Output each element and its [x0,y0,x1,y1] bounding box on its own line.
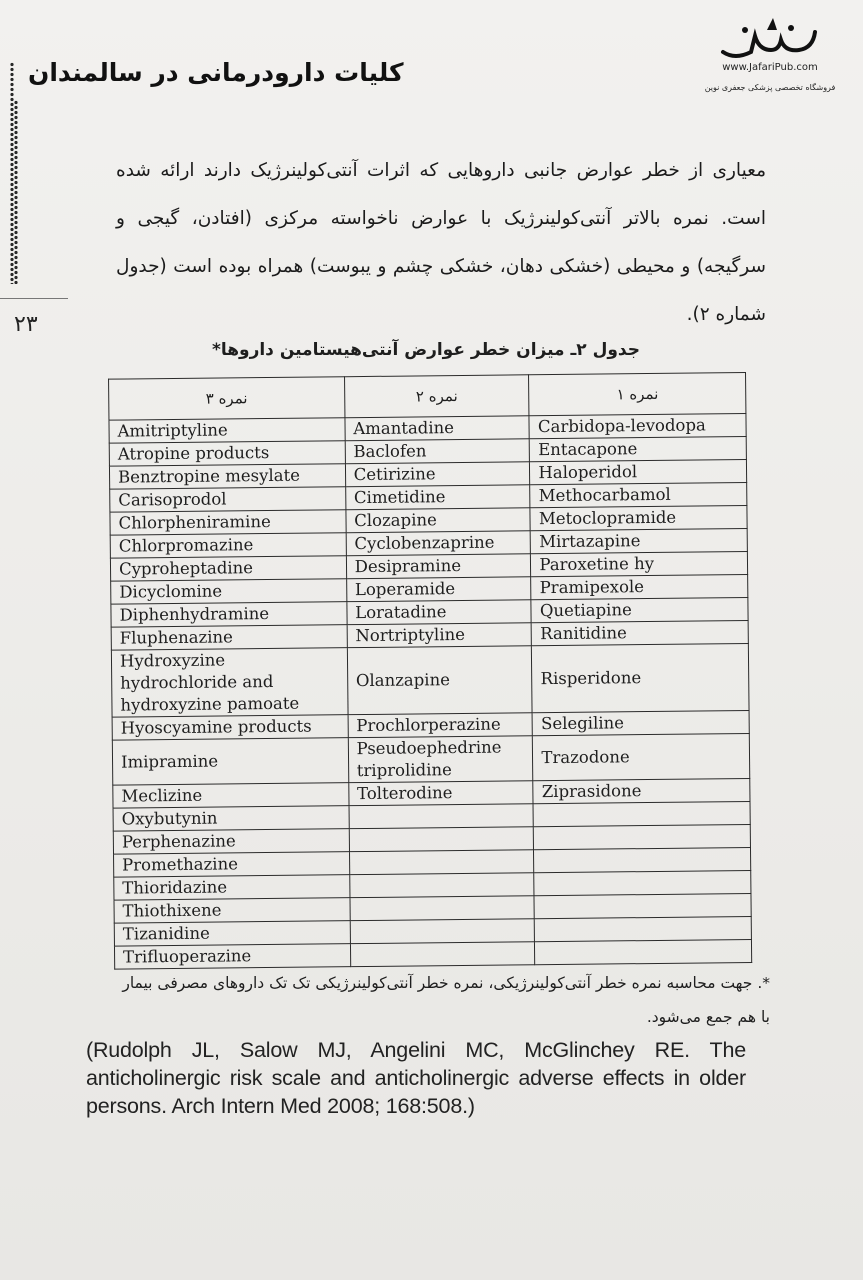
score-1-cell: Methocarbamol [530,482,747,507]
score-1-cell: Pramipexole [531,574,748,599]
table-body [109,414,752,970]
score-3-cell: Benztropine mesylate [109,464,345,489]
body-paragraph: معیاری از خطر عوارض جانبی داروهایی که اثرات آنتی‌کولینرژیک دارند ارائه شده است. نمره بالاتر آنتی‌کولینرژیک با عوارض ناخواسته مرکزی (افتادن، گیجی و سرگیجه) و محیطی (خشکی دهان، خشکی چشم و یبوست) همراه بوده است (جدول شماره ۲). [116,159,766,325]
score-1-cell: Carbidopa-levodopa [529,414,746,439]
score-3-cell: Tizanidine [114,921,350,946]
score-3-cell: Meclizine [113,783,349,808]
table-caption: جدول ۲ـ میزان خطر عوارض آنتی‌هیستامین داروها* [211,340,640,360]
table-header-row [109,373,746,421]
score-2-cell: Loperamide [346,577,531,602]
margin-rule [0,298,68,299]
publisher-logo [690,16,850,106]
score-1-cell: Mirtazapine [531,528,748,553]
anticholinergic-risk-table [108,372,752,970]
score-2-cell [349,804,534,829]
score-3-cell: Diphenhydramine [111,602,347,627]
score-1-cell: Haloperidol [530,460,747,485]
score-3-cell: Promethazine [114,852,350,877]
header-score-3: نمره ۳ [109,377,345,420]
score-2-cell: Baclofen [345,439,530,464]
score-3-cell: Imipramine [112,738,348,785]
score-1-cell: Selegiline [532,710,749,735]
score-1-cell [534,824,751,849]
score-2-cell: Cimetidine [345,485,530,510]
score-3-cell: Cyproheptadine [110,556,346,581]
score-3-cell: Amitriptyline [109,418,345,443]
score-3-cell: Atropine products [109,441,345,466]
score-2-cell [350,896,535,921]
score-2-cell: Amantadine [345,416,530,441]
publisher-logo-icon [715,16,825,64]
score-3-cell: Hyoscyamine products [112,715,348,740]
score-2-cell: Loratadine [347,600,532,625]
score-1-cell [535,939,752,964]
score-2-cell: Tolterodine [348,781,533,806]
score-2-cell: Desipramine [346,554,531,579]
score-2-cell: Clozapine [346,508,531,533]
score-3-cell: Carisoprodol [110,487,346,512]
page-number: ۲۳ [14,312,38,337]
score-1-cell: Entacapone [530,437,747,462]
score-1-cell [534,893,751,918]
score-2-cell: Pseudoephedrine triprolidine [348,736,533,783]
score-2-cell [350,919,535,944]
score-1-cell: Quetiapine [531,597,748,622]
publisher-url: www.JafariPub.com [722,62,818,73]
score-1-cell [534,870,751,895]
score-2-cell [349,873,534,898]
header-score-2: نمره ۲ [344,375,529,418]
table-row [112,733,749,785]
score-2-cell: Prochlorperazine [348,713,533,738]
score-1-cell: Paroxetine hy [531,551,748,576]
score-1-cell: Metoclopramide [530,505,747,530]
score-1-cell: Trazodone [533,733,750,780]
score-2-cell: Cyclobenzaprine [346,531,531,556]
score-2-cell: Cetirizine [345,462,530,487]
score-3-cell: Oxybutynin [113,806,349,831]
score-3-cell: Dicyclomine [111,579,347,604]
publisher-tagline: فروشگاه تخصصی پزشکی جعفری نوین [704,83,836,92]
score-3-cell: Thiothixene [114,898,350,923]
score-2-cell [349,827,534,852]
score-1-cell [533,801,750,826]
score-2-cell [350,942,535,967]
score-1-cell [535,916,752,941]
score-1-cell: Risperidone [532,643,749,712]
chapter-title: کلیات دارودرمانی در سالمندان [28,58,404,87]
table-row [111,643,749,717]
reference-citation: (Rudolph JL, Salow MJ, Angelini MC, McGlinchey RE. The anticholinergic risk scale and anticholinergic adverse effects in older persons. Arch Intern Med 2008; 168:508.) [86,1038,746,1118]
score-2-cell: Nortriptyline [347,623,532,648]
score-1-cell [534,847,751,872]
score-2-cell: Olanzapine [347,646,532,715]
score-3-cell: Chlorpheniramine [110,510,346,535]
score-3-cell: Fluphenazine [111,625,347,650]
score-1-cell: Ranitidine [532,620,749,645]
score-2-cell [349,850,534,875]
score-1-cell: Ziprasidone [533,778,750,803]
score-3-cell: Thioridazine [114,875,350,900]
margin-dot-pattern-inner [14,100,18,284]
score-3-cell: Hydroxyzine hydrochloride and hydroxyzine pamoate [111,648,347,717]
score-3-cell: Trifluoperazine [114,944,350,969]
score-3-cell: Perphenazine [113,829,349,854]
header-score-1: نمره ۱ [529,373,746,416]
score-3-cell: Chlorpromazine [110,533,346,558]
table-footnote: *. جهت محاسبه نمره خطر آنتی‌کولینرژیکی، نمره خطر آنتی‌کولینرژیکی تک تک داروهای مصرفی بیمار با هم جمع می‌شود. [122,974,770,1026]
